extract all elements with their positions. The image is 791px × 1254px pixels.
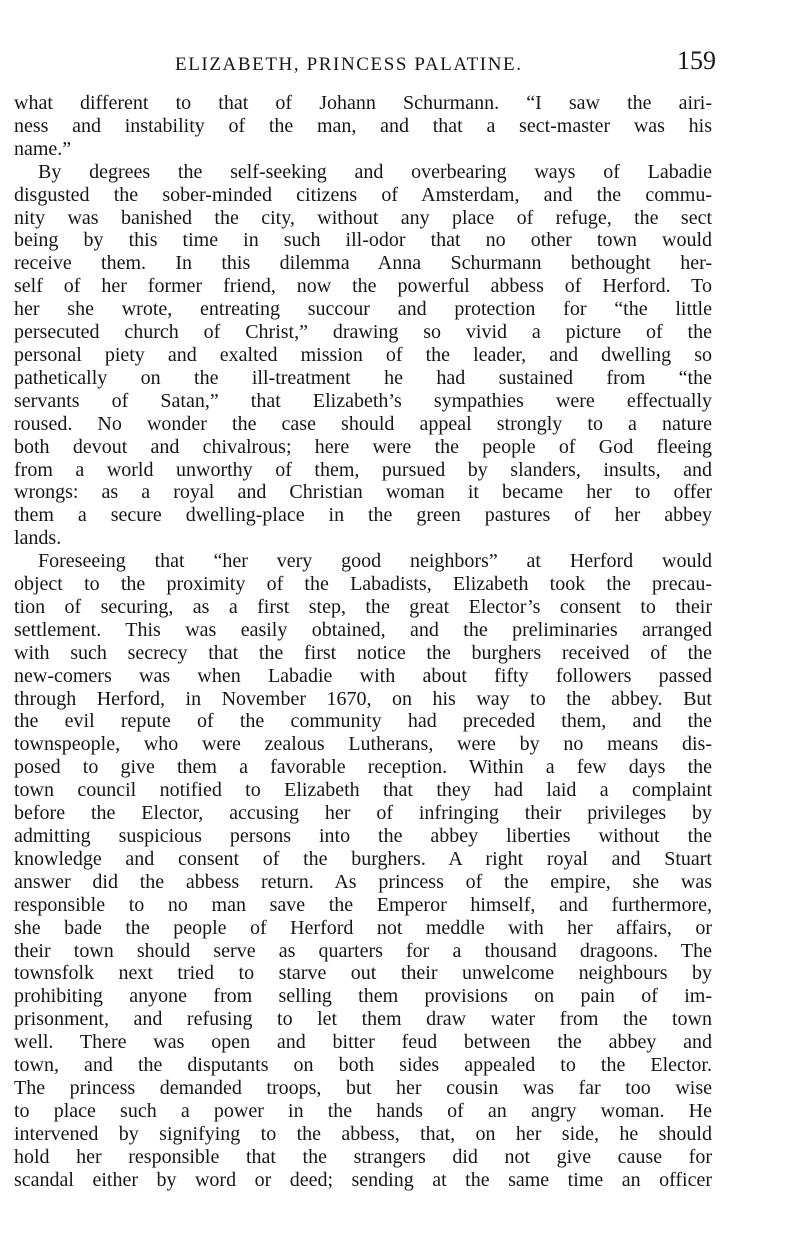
text-line: intervened by signifying to the abbess, that, on her side, he should (14, 1122, 712, 1145)
text-line: admitting suspicious persons into the abbey liberties without the (14, 825, 712, 847)
text-line: scandal either by word or deed; sending at the same time an officer (14, 1168, 712, 1191)
text-line: The princess demanded troops, but her cousin was far too wise (14, 1076, 712, 1099)
text-line: responsible to no man save the Emperor himself, and furthermore, (14, 893, 712, 916)
text-line: from a world unworthy of them, pursued by slanders, insults, and (14, 458, 712, 481)
text-line: receive them. In this dilemma Anna Schurmann bethought her- (14, 252, 712, 275)
page-header (10, 44, 716, 88)
text-line: object to the proximity of the Labadists, Elizabeth took the precau- (14, 573, 712, 596)
text-line: well. There was open and bitter feud between the abbey and (14, 1031, 712, 1054)
text-line: servants of Satan,” that Elizabeth’s sympathies were effectually (14, 389, 712, 412)
text-line: both devout and chivalrous; here were the people of God fleeing (14, 435, 712, 458)
text-line: with such secrecy that the first notice the burghers received of the (14, 641, 712, 664)
text-line: roused. No wonder the case should appeal strongly to a nature (14, 412, 712, 435)
text-line: townsfolk next tried to starve out their unwelcome neighbours by (14, 962, 712, 985)
text-line: before the Elector, accusing her of infringing their privileges by (14, 802, 712, 825)
running-title: ELIZABETH, PRINCESS PALATINE. (175, 54, 523, 75)
text-line: pathetically on the ill-treatment he had sustained from “the (14, 366, 712, 389)
text-line: answer did the abbess return. As princess of the empire, she was (14, 870, 712, 893)
text-line: new-comers was when Labadie with about fifty followers passed (14, 664, 712, 687)
text-line: By degrees the self-seeking and overbearing ways of Labadie (38, 160, 712, 183)
text-line: disgusted the sober-minded citizens of Amsterdam, and the commu- (14, 183, 712, 206)
text-line: self of her former friend, now the powerful abbess of Herford. To (14, 275, 712, 298)
text-line: hold her responsible that the strangers did not give cause for (14, 1145, 712, 1168)
text-line: the evil repute of the community had preceded them, and the (14, 710, 712, 733)
text-line: to place such a power in the hands of an angry woman. He (14, 1099, 712, 1122)
text-line: name.” (14, 137, 72, 160)
text-line: town council notified to Elizabeth that they had laid a complaint (14, 779, 712, 802)
text-line: knowledge and consent of the burghers. A right royal and Stuart (14, 847, 712, 870)
text-line: their town should serve as quarters for a thousand dragoons. The (14, 939, 712, 962)
text-line: townspeople, who were zealous Lutherans, were by no means dis- (14, 733, 712, 756)
text-line: wrongs: as a royal and Christian woman it became her to offer (14, 481, 712, 504)
page-number: 159 (677, 46, 716, 75)
text-line: prisonment, and refusing to let them draw water from the town (14, 1008, 712, 1031)
text-line: through Herford, in November 1670, on his way to the abbey. But (14, 687, 712, 710)
text-line: nity was banished the city, without any place of refuge, the sect (14, 206, 712, 229)
text-line: lands. (14, 527, 62, 550)
text-line: settlement. This was easily obtained, and the preliminaries arranged (14, 618, 712, 641)
text-line: ness and instability of the man, and that a sect-master was his (14, 114, 712, 137)
text-line: Foreseeing that “her very good neighbors” at Herford would (38, 550, 712, 573)
text-line: persecuted church of Christ,” drawing so vivid a picture of the (14, 321, 712, 344)
body-text (14, 92, 712, 1192)
text-line: them a secure dwelling-place in the green pastures of her abbey (14, 504, 712, 527)
text-line: posed to give them a favorable reception. Within a few days the (14, 756, 712, 779)
text-line: what different to that of Johann Schurmann. “I saw the airi- (14, 92, 712, 114)
text-line: she bade the people of Herford not meddle with her affairs, or (14, 916, 712, 939)
text-line: tion of securing, as a first step, the great Elector’s consent to their (14, 595, 712, 618)
text-line: personal piety and exalted mission of the leader, and dwelling so (14, 343, 712, 366)
text-line: prohibiting anyone from selling them provisions on pain of im- (14, 985, 712, 1008)
text-line: her she wrote, entreating succour and protection for “the little (14, 298, 712, 321)
text-line: town, and the disputants on both sides appealed to the Elector. (14, 1054, 712, 1077)
text-line: being by this time in such ill-odor that no other town would (14, 229, 712, 252)
